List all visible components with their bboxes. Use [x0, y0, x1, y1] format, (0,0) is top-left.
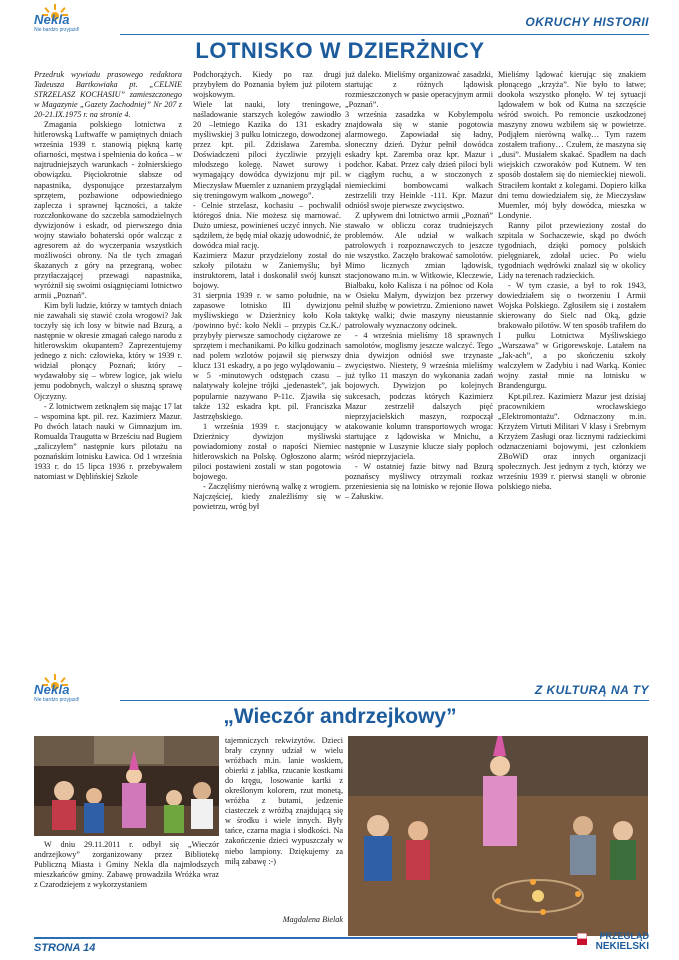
footer-rule — [34, 937, 579, 939]
paragraph: 1 września 1939 r. stacjonujący w Dzierżnicy dywizjon myśliwski powiadomiony został o napości Niemiec hitlerowskich na Polskę. Ogłoszono alarm; piloci postawieni zostali w stan pogotowia bojowego. — [193, 421, 341, 481]
paragraph: 3 września zasadzka w Kobylempolu znajdowała się w stanie pogotowia alarmowego. Zapowiadał się ładny, słoneczny dzień. Dyżur pełnił dowódca eskadry kpt. Zaremba oraz kpr. Mazur i podchor. Kabat. Przez cały dzień piloci byli w ciągłym ruchu, a w stoczonych z niemieckimi bombowcami walkach zestrzelili trzy Heinkle -111. Kpr. Mazur odniósł swoje pierwsze zwycięstwo. — [345, 110, 493, 210]
paragraph: Podchorążych. Kiedy po raz drugi przybyłem do Poznania byłem już pilotem wojskowym. — [193, 70, 341, 100]
paragraph: Kazimierz Mazur przydzielony został do szkoły pilotażu w Zaniemyślu; był instruktorem, latał i doskonalił swój kunszt bojowy. — [193, 250, 341, 290]
brand-line-2: NEKIELSKI — [595, 941, 649, 952]
paragraph: - Zaczęliśmy nierówną walkę z wrogiem. Najczęściej, kiedy znaleźliśmy się w powietrzu, wróg był — [193, 481, 341, 512]
page-number: STRONA 14 — [34, 942, 96, 954]
article1-column-1 — [34, 70, 182, 657]
paragraph: - W ostatniej fazie bitwy nad Bzurą poznańscy myśliwcy otrzymali rozkaz przeniesienia się na lotnisko w rejonie Iłowa – Załuskiw. — [345, 461, 493, 501]
article2-column-1 — [34, 840, 219, 930]
paragraph: Kpt.pil.rez. Kazimierz Mazur jest dzisiaj pracownikiem wrocławskiego „Elektromontażu”. Odznaczony m.in. Krzyżem Virtuti Militari V klasy i Srebrnym Krzyżem Zasługi oraz licznymi radzieckimi odznaczeniami bojowymi, jest członkiem ZBoWiD oraz innych organizacji społecznych. Jest jednym z tych, którzy we wrześniu 1939 r. pierwsi stanęli w obronie polskiego nieba. — [498, 391, 646, 491]
logo-word: Nekla — [34, 12, 70, 27]
paragraph: tajemniczych rekwizytów. Dzieci brały czynny udział w wielu wróżbach m.in. lanie woskiem, obierki z jabłka, rzucanie kostkami do kręgu, losowanie kartki z określonym kolorem, rzut monetą, wróżba z butami, jedzenie ciasteczek z wróżbą znajdującą się w środku i wiele innych. Były tańce, czarna magia i słodkości. Na zakończenie dzieci wypuszczały w niebo lampiony. Dziękujemy za miłą zabawę :-) — [225, 736, 343, 866]
section-label-okruchy: OKRUCHY HISTORII — [525, 15, 649, 29]
header-rule-top — [120, 34, 649, 35]
logo-tagline: Nie bardzo przyjazd! — [34, 697, 80, 703]
paragraph: Zmagania polskiego lotnictwa z hitlerowską Luftwaffe w pamiętnych dniach września 1939 r. stanowią piękną kartę ofiarności, męstwa i spełnienia do końca – w najtrudniejszych warunkach - żołnierskiego obowiązku. Pięciokrotnie słabsze od napastnika, dysponujące przestarzałym sprzętem, pozbawione odpowiedniego zaplecza i sprawnej łączności, a także rozczłonkowane do szczebla samodzielnych dywizjonów i eskadr, od pierwszego dnia wojny stawiało bohaterski opór walcząc z agresorem aż do wyczerpania wszystkich możliwości obrony. Na tle tych zmagań śkazanych z góry na przegraną, wobec przytłaczającej przewagi napastnika, wyróżnił się swoimi osiągnięciami lotnictwo armii „Poznań”. — [34, 120, 182, 301]
paragraph: 31 sierpnia 1939 r. w samo południe, na zapasowe lotnisko III dywizjonu myśliwskiego w Dzierżnicy koło Koła /powinno być: koło Nekli – przypis Cz.K./ przybyły pierwsze samochody ciężarowe ze sprzętem i mechanikami. Po kilku godzinach nad polem wzlotów pojawił się pierwszy klucz 131 eskadry, a po jego wylądowaniu – w 5 -minutowych odstępach czasu – nalatywały kolejne trójki „jedenastek”, jak popularnie nazywano P-11c. Zjawiła się także 132 eskadra kpt. pil. Franciszka Jastrzębskiego. — [193, 291, 341, 421]
logo-word: Nekla — [34, 682, 70, 697]
paragraph: - 4 września mieliśmy 18 sprawnych samolotów, moglismy jeszcze walczyć. Tego dnia dywizjon odniósł swe trzynaste zwycięstwo. Niestety, 9 września mieliśmy już tylko 11 maszyn do wykonania zadań bojowych. Dywizjon po kolejnych sukcesach, podczas których Kazimierz Mazur zestrzelił dalszych pięć nieprzyjacielskich maszyn, rozpoczął atakowanie kolumn transportowych wroga: startujące z lądowiska w Mnichu, a następnie w Luszynie klucze siały popłoch wśród nieprzyjaciela. — [345, 331, 493, 461]
flag-icon — [577, 933, 587, 945]
paragraph: Kim byli ludzie, którzy w tamtych dniach nie zawahali się stawić czoła wrogowi? Jak toczyły się ich losy w bitwie nad Bzurą, a następnie w okresie zmagań całego narodu z hitlerowskim okupantem? Zaprezentujemy jednego z nich: człowieka, który w 1939 r. widział płonący Poznań; który – wydawałoby się – wbrew logice, jak wielu jemu podobnych, walczył o słuszną sprawę Ojczyzny. — [34, 301, 182, 401]
section-label-kultura: Z KULTURĄ NA TY — [534, 683, 649, 697]
paragraph: - Celnie strzelasz, kochasiu – pochwalił któregoś dnia. Nie możesz się marnować. Dużo umiesz, powinieneś uczyć innych. Nie sądziłem, że będę miał okazję udowodnić, że dowódca miał rację. — [193, 200, 341, 250]
paragraph: już daleko. Mieliśmy organizować zasadzki, startując z różnych lądowisk rozmieszczonych w pasie operacyjnym armii „Poznań”. — [345, 70, 493, 110]
paragraph: - W tym czasie, a był to rok 1943, dowiedziałem się o tworzeniu I Armii Wojska Polskiego. Zgłosiłem się i zostałem skierowany do Sielc nad Oką, gdzie brakowało pilotów. W ten sposób trafiłem do I pułku Lotnictwa Myśliwskiego „Warszawa” w Grigorewskoje. Latałem na „Jak-ach”, a po skończeniu szkoły walczyłem w Zadybiu i nad Warką. Koniec wojny zastał mnie na lotnisku w Brandengurgu. — [498, 280, 646, 391]
paragraph: - Z lotnictwem zetknąłem się mając 17 lat – wspomina kpt. pil. rez. Kazimierz Mazur. Po dwóch latach nauki w Gimnazjum im. Romualda Traugutta w Brześciu nad Bugiem „zaliczyłem” następnie kurs pilotażu na poznańskim lotnisku Ławica. Od 1 września 1933 r. do 15 lipca 1936 r. przebywałem natomiast w Dęblińskiej Szkole — [34, 401, 182, 481]
nekla-logo-mid — [34, 674, 114, 703]
nekla-logo-top — [34, 4, 114, 33]
brand-line-1: PRZEGLĄD — [599, 931, 649, 941]
paragraph: Wiele lat nauki, loty treningowe, naśladowanie starszych kolegów zawiodło 20 –letniego Kazika do 131 eskadry myśliwskiej 3 pułku lotniczego, dowodzonej przez kpt. pil. Zdzisława Zaremba. Doświadczeni piloci życzliwie przyjęli młodszego kolegę. Nawet surowy i wymagający dowódca dywizjonu mjr pil. Mieczysław Muemler z uznaniem przyglądał się treningowym walkom „nowego”. — [193, 100, 341, 200]
przeglad-nekielski-logo — [577, 930, 649, 956]
author-signature: Magdalena Bielak — [282, 915, 343, 924]
article2-column-2 — [225, 736, 343, 911]
paragraph: Z upływem dni lotnictwo armii „Poznań” stawało w obliczu coraz trudniejszych problemów. Ale udział w walkach patrolowych i rozpoznawczych to jeszcze nie wszystko. Zaczęło brakować samolotów. Mimo licznych zmian lądowisk, stacjonowano m.in. w Witkowie, Kleczewie, Białbaku, koło Kalisza i na północ od Koła w Osieku Małym, dywizjon bez przerwy pełnił służbę w powietrzu. Zmieniono nawet taktykę walki; dwie maszyny nieustannie patrolowały wyznaczony odcinek. — [345, 210, 493, 331]
photo-candle-circle — [348, 736, 648, 936]
paragraph: Mieliśmy lądować kierując się znakiem płonącego „krzyża”. Nie było to łatwe; dookoła wszystko płonęło. W tej sytuacji lądowałem w bok od Kutna na szczęście wśród swoich. Po remoncie uszkodzonej maszyny znowu wzbiłem się w powietrze. Podjąłem nierówną walkę… Tym razem zostałem trafiony… Czułem, że maszyna się „dusi”. Musiałem skakać. Spadłem na dach wiejskich czworaków pod Kutnem. W ten sposób dostałem się do niemieckiej niewoli. Straciłem kontakt z kolegami. Dopiero kilka dni temu dowiedziałem się, że Mieczysław Muemler, mój były dowódca, mieszka w Londynie. — [498, 70, 646, 220]
photo-children-with-fairy — [34, 736, 219, 836]
paragraph: Ranny pilot przewieziony został do szpitala w Sochaczewie, skąd po dwóch tygodniach, dzięki pomocy polskich pielęgniarek, zdołał uciec. Po wielu tygodniach wędrówki znalazł się w okolicy Lidy na terenach radzieckich. — [498, 220, 646, 280]
article1-column-3 — [345, 70, 493, 657]
article-title-wieczor: „Wieczór andrzejkowy” — [223, 705, 457, 728]
article1-column-2 — [193, 70, 341, 657]
article1-column-4 — [498, 70, 646, 657]
logo-tagline: Nie bardzo przyjazd! — [34, 27, 80, 33]
header-rule-mid — [120, 700, 649, 701]
article-title-lotnisko: LOTNISKO W DZIERŻNICY — [195, 38, 485, 63]
article1-intro: Przedruk wywiadu prasowego redaktora Tadeusza Bartkowiaka pt. „CELNIE STRZELASZ KOCHASIU” zamieszczonego w Magazynie „Gazety Zachodniej” Nr 207 z 20-21.IX.1975 r. na stronie 4. — [34, 70, 182, 120]
paragraph: W dniu 29.11.2011 r. odbył się „Wieczór andrzejkowy” zorganizowany przez Bibliotekę Publiczną Miasta i Gminy Nekla dla najmłodszych mieszkańców gminy. Zabawę prowadziła Wróżka wraz z Czarodziejem z wykorzystaniem — [34, 840, 219, 890]
